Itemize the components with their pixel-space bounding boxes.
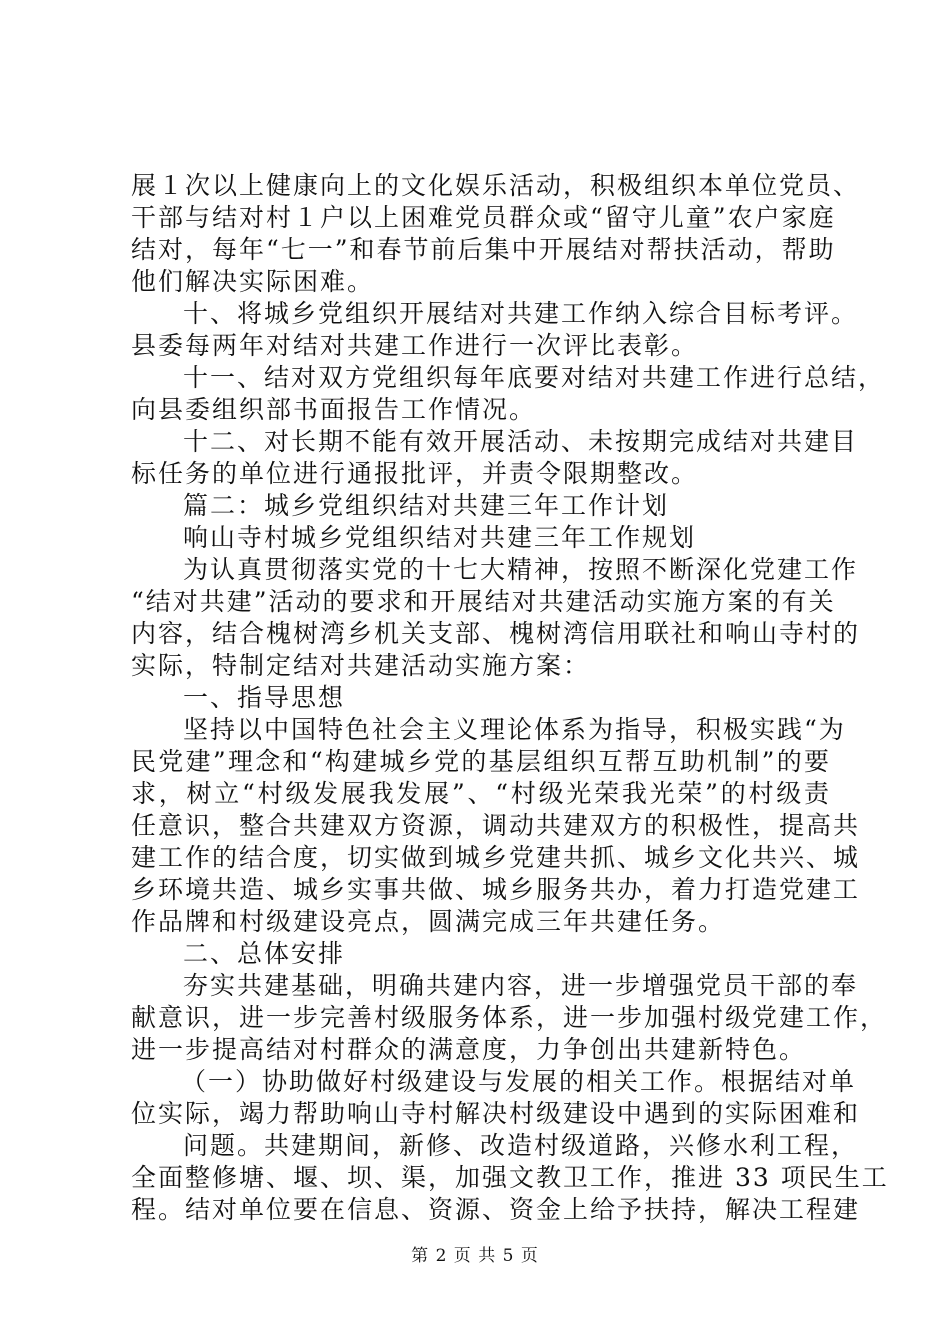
text-line: 向县委组织部书面报告工作情况。: [131, 395, 537, 424]
text-line: 干部与结对村１户以上困难党员群众或“留守儿童”农户家庭: [131, 203, 836, 232]
text-line: 为认真贯彻落实党的十七大精神，按照不断深化党建工作: [183, 555, 859, 584]
page-number-footer: 第 2 页 共 5 页: [411, 1246, 539, 1266]
text-line: 坚持以中国特色社会主义理论体系为指导，积极实践“为: [183, 715, 846, 744]
text-line: 夯实共建基础，明确共建内容，进一步增强党员干部的奉: [183, 971, 859, 1000]
text-line: 展１次以上健康向上的文化娱乐活动，积极组织本单位党员、: [131, 171, 861, 200]
text-line: 程。结对单位要在信息、资源、资金上给予扶持，解决工程建: [131, 1195, 861, 1224]
text-line: “结对共建”活动的要求和开展结对共建活动实施方案的有关: [131, 587, 836, 616]
text-line: 民党建”理念和“构建城乡党的基层组织互帮互助机制”的要: [131, 747, 831, 776]
text-line: 实际，特制定结对共建活动实施方案：: [131, 651, 591, 680]
text-line: 建工作的结合度，切实做到城乡党建共抓、城乡文化共兴、城: [131, 843, 861, 872]
text-line: 十、将城乡党组织开展结对共建工作纳入综合目标考评。: [183, 299, 859, 328]
text-line: 他们解决实际困难。: [131, 267, 375, 296]
text-line: 作品牌和村级建设亮点，圆满完成三年共建任务。: [131, 907, 726, 936]
section-heading: 二、总体安排: [183, 939, 346, 968]
text-line: 位实际，竭力帮助响山寺村解决村级建设中遇到的实际困难和: [131, 1099, 861, 1128]
text-line: （一）协助做好村级建设与发展的相关工作。根据结对单: [181, 1067, 857, 1096]
text-line: 任意识，整合共建双方资源，调动共建双方的积极性，提高共: [131, 811, 861, 840]
text-line: 内容，结合槐树湾乡机关支部、槐树湾信用联社和响山寺村的: [131, 619, 861, 648]
text-line: 求，树立“村级发展我发展”、“村级光荣我光荣”的村级责: [131, 779, 831, 808]
text-line: 县委每两年对结对共建工作进行一次评比表彰。: [131, 331, 699, 360]
document-title: 响山寺村城乡党组织结对共建三年工作规划: [183, 523, 697, 552]
text-line: 全面整修塘、堰、坝、渠，加强文教卫工作，推进 33 项民生工: [131, 1163, 889, 1192]
section-heading: 篇二：城乡党组织结对共建三年工作计划: [183, 491, 670, 520]
text-line: 结对，每年“七一”和春节前后集中开展结对帮扶活动，帮助: [131, 235, 836, 264]
text-line: 标任务的单位进行通报批评，并责令限期整改。: [131, 459, 699, 488]
document-body: [131, 170, 889, 1226]
text-line: 十一、结对双方党组织每年底要对结对共建工作进行总结，: [183, 363, 886, 392]
text-line: 进一步提高结对村群众的满意度，力争创出共建新特色。: [131, 1035, 807, 1064]
section-heading: 一、指导思想: [183, 683, 346, 712]
text-line: 乡环境共造、城乡实事共做、城乡服务共办，着力打造党建工: [131, 875, 861, 904]
text-line: 问题。共建期间，新修、改造村级道路，兴修水利工程，: [183, 1131, 859, 1160]
text-line: 十二、对长期不能有效开展活动、未按期完成结对共建目: [183, 427, 859, 456]
text-line: 献意识，进一步完善村级服务体系，进一步加强村级党建工作，: [131, 1003, 888, 1032]
